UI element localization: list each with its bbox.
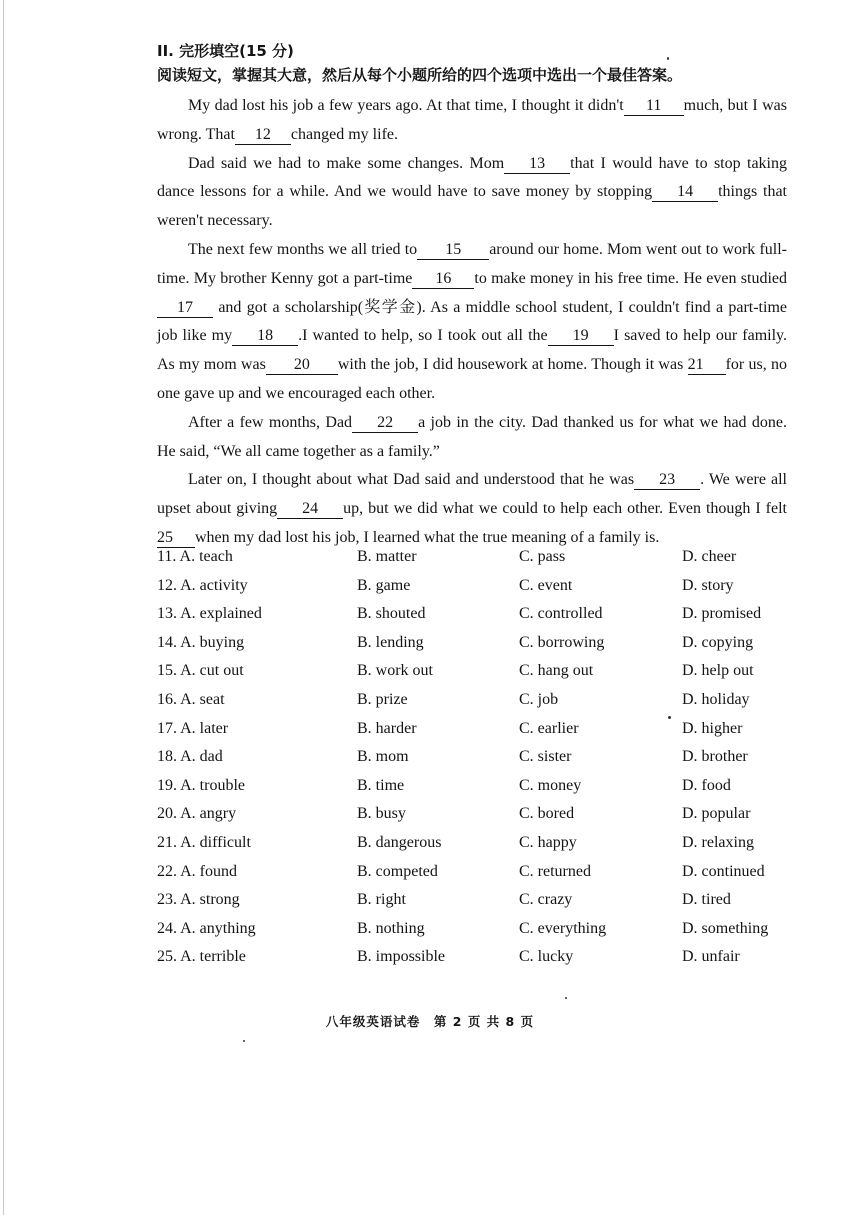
passage-text: .I wanted to help, so I took out all the: [298, 327, 548, 345]
passage-text: a job in the city. Dad thanked us for what we had done. He said, “We all came together as a family.”: [157, 413, 788, 460]
blank-17: 17: [157, 299, 213, 318]
paragraph-1: [157, 92, 787, 150]
option-row-15: [157, 662, 797, 691]
option-b: B. prize: [357, 690, 408, 708]
option-c: C. job: [519, 690, 559, 708]
option-d: D. holiday: [682, 690, 750, 708]
passage-text: I saved to help our family. As my mom was: [157, 327, 787, 374]
option-row-20: [157, 805, 797, 834]
passage-text: to make money in his free time. He even studied: [474, 269, 787, 287]
blank-24: 24: [277, 500, 343, 519]
paragraph-2: [157, 150, 787, 236]
option-a: 22. A. found: [157, 862, 237, 880]
option-row-21: [157, 834, 797, 863]
blank-11: 11: [624, 97, 684, 116]
option-c: C. happy: [519, 833, 577, 851]
option-row-16: [157, 691, 797, 720]
option-b: B. right: [357, 891, 406, 909]
passage-text: My dad lost his job a few years ago. At that time, I thought it didn't: [188, 97, 624, 114]
blank-16: 16: [412, 270, 474, 289]
option-c: C. crazy: [519, 891, 573, 909]
option-b: B. lending: [357, 633, 424, 651]
option-a: 17. A. later: [157, 719, 229, 737]
passage-text: when my dad lost his job, I learned what the true meaning of a family is.: [195, 528, 660, 546]
option-d: D. higher: [682, 719, 743, 737]
passage-text: . We were all upset about giving: [157, 471, 787, 518]
option-a: 12. A. activity: [157, 576, 248, 594]
option-d: D. unfair: [682, 948, 740, 966]
passage-text: much, but I was wrong. That: [157, 97, 788, 143]
option-b: B. dangerous: [357, 833, 442, 851]
option-c: C. pass: [519, 548, 566, 565]
option-row-24: [157, 920, 797, 949]
option-row-25: [157, 948, 797, 977]
scan-speck: [243, 1040, 245, 1042]
option-d: D. popular: [682, 805, 751, 823]
option-row-18: [157, 748, 797, 777]
option-b: B. impossible: [357, 948, 446, 966]
blank-21: 21: [688, 356, 726, 375]
option-a: 21. A. difficult: [157, 833, 251, 851]
option-a: 16. A. seat: [157, 690, 225, 708]
option-b: B. matter: [357, 548, 417, 565]
option-row-13: [157, 605, 797, 634]
option-c: C. money: [519, 776, 582, 794]
option-c: C. controlled: [519, 605, 603, 623]
option-a: 20. A. angry: [157, 805, 237, 823]
option-row-12: [157, 577, 797, 606]
option-row-23: [157, 891, 797, 920]
option-c: C. bored: [519, 805, 575, 823]
option-row-11: [157, 548, 797, 577]
option-b: B. nothing: [357, 919, 425, 937]
option-c: C. sister: [519, 748, 572, 766]
option-d: D. copying: [682, 633, 754, 651]
option-d: D. promised: [682, 605, 762, 623]
cloze-passage: [157, 92, 787, 553]
option-d: D. tired: [682, 891, 731, 909]
option-c: C. everything: [519, 919, 607, 937]
option-a: 23. A. strong: [157, 891, 240, 909]
passage-text: and got a scholarship(奖学金). As a middle school student, I couldn't find a part-time job like my: [157, 298, 787, 345]
passage-text: around our home. Mom went out to work full-time. My brother Kenny got a part-time: [157, 240, 788, 287]
passage-text: changed my life.: [290, 125, 398, 143]
option-c: C. event: [519, 576, 573, 594]
option-d: D. cheer: [682, 548, 737, 565]
passage-text: that I would have to stop taking dance lessons for a while. And we would have to save money by stopping: [157, 154, 787, 201]
option-b: B. game: [357, 576, 411, 594]
option-d: D. food: [682, 776, 731, 794]
option-d: D. something: [682, 919, 769, 937]
option-d: D. brother: [682, 748, 748, 766]
option-d: D. story: [682, 576, 734, 594]
option-b: B. busy: [357, 805, 406, 823]
option-a: 18. A. dad: [157, 748, 223, 766]
option-c: C. hang out: [519, 662, 594, 680]
blank-15: 15: [417, 241, 489, 260]
option-c: C. earlier: [519, 719, 579, 737]
option-d: D. continued: [682, 862, 765, 880]
option-a: 14. A. buying: [157, 633, 245, 651]
passage-text: things that weren't necessary.: [157, 183, 788, 230]
blank-18: 18: [232, 327, 298, 346]
section-instruction: 阅读短文，掌握其大意，然后从每个小题所给的四个选项中选出一个最佳答案。: [157, 66, 683, 84]
scan-speck: [565, 997, 567, 999]
option-b: B. time: [357, 776, 405, 794]
option-a: 15. A. cut out: [157, 662, 244, 680]
blank-22: 22: [352, 414, 418, 433]
scan-speck: [668, 716, 671, 719]
blank-14: 14: [652, 183, 718, 202]
section-title: II. 完形填空(15 分): [157, 42, 294, 60]
blank-13: 13: [504, 155, 570, 174]
answer-options: [157, 548, 797, 977]
option-d: D. relaxing: [682, 833, 754, 851]
option-a: 24. A. anything: [157, 919, 256, 937]
blank-20: 20: [266, 356, 338, 375]
option-b: B. mom: [357, 748, 409, 766]
option-c: C. borrowing: [519, 633, 605, 651]
passage-text: up, but we did what we could to help each other. Even though I felt: [343, 500, 787, 518]
option-c: C. returned: [519, 862, 591, 880]
blank-19: 19: [548, 327, 614, 346]
passage-text: Dad said we had to make some changes. Mom: [188, 154, 505, 172]
paragraph-3: [157, 236, 787, 409]
option-a: 25. A. terrible: [157, 948, 246, 966]
option-b: B. competed: [357, 862, 438, 880]
option-a: 13. A. explained: [157, 605, 262, 623]
passage-text: for us, no one gave up and we encouraged each other.: [157, 356, 788, 402]
scan-speck: [667, 57, 669, 60]
paragraph-4: [157, 409, 787, 467]
option-c: C. lucky: [519, 948, 574, 966]
option-d: D. help out: [682, 662, 754, 680]
blank-25: 25: [157, 529, 195, 548]
option-b: B. work out: [357, 662, 433, 680]
option-row-14: [157, 634, 797, 663]
passage-text: Later on, I thought about what Dad said and understood that he was: [188, 471, 635, 489]
passage-text: After a few months, Dad: [188, 413, 353, 431]
blank-12: 12: [235, 126, 291, 145]
option-a: 19. A. trouble: [157, 776, 245, 794]
blank-23: 23: [634, 471, 700, 490]
page-footer: 八年级英语试卷 第 2 页 共 8 页: [325, 1014, 535, 1029]
option-b: B. shouted: [357, 605, 426, 623]
paragraph-5: [157, 466, 787, 552]
option-row-22: [157, 863, 797, 892]
option-row-17: [157, 720, 797, 749]
passage-text: The next few months we all tried to: [188, 240, 418, 258]
passage-text: with the job, I did housework at home. Though it was: [337, 356, 684, 374]
option-a: 11. A. teach: [157, 548, 233, 565]
option-row-19: [157, 777, 797, 806]
option-b: B. harder: [357, 719, 417, 737]
